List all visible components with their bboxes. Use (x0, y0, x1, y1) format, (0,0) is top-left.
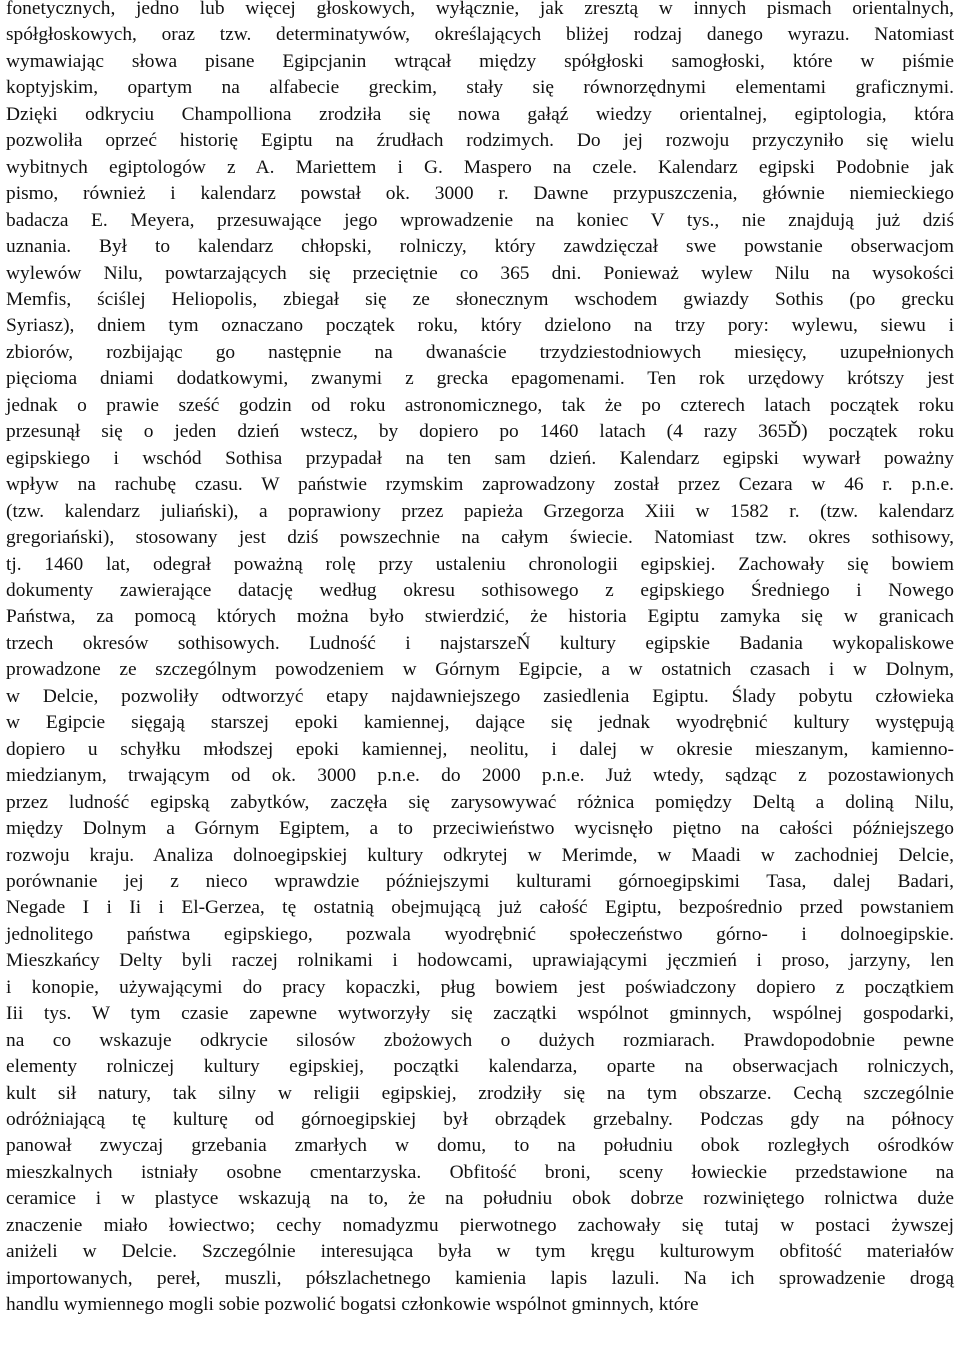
text-line: Państwa, za pomocą których można było stwierdzić, że historia Egiptu zamyka się w granicach (6, 606, 954, 628)
text-line: Iii tys. W tym czasie zapewne wytworzyły się zaczątki wspólnot gminnych, wspólnej gospodarki, (6, 1003, 954, 1025)
text-line: koptyjskim, opartym na alfabecie greckim, stały się równorzędnymi elementami graficznymi. (6, 77, 954, 99)
text-line: trzech okresów sothisowych. Ludność i najstarszeŃ kultury egipskie Badania wykopaliskowe (6, 632, 954, 654)
text-line: dokumenty zawierające datację według okresu sothisowego z egipskiego Średniego i Nowego (6, 579, 954, 601)
text-line: znaczenie miało łowiectwo; cechy nomadyzmu pierwotnego zachowały się tutaj w postaci żywszej (6, 1214, 954, 1236)
text-line: wybitnych egiptologów z A. Mariettem i G. Maspero na czele. Kalendarz egipski Podobnie jak (6, 156, 954, 178)
text-line: tj. 1460 lat, odegrał poważną rolę przy ustaleniu chronologii egipskiej. Zachowały się bowiem (6, 553, 954, 575)
text-line: kult sił natury, tak silny w religii egipskiej, zrodziły się na tym obszarze. Cechą szczególnie (6, 1082, 954, 1104)
text-line: i konopie, używającymi do pracy kopaczki, pług bowiem jest poświadczony dopiero z początkiem (6, 976, 954, 998)
text-line: odróżniającą tę kulturę od górnoegipskiej był obrządek grzebalny. Podczas gdy na północy (6, 1109, 954, 1131)
text-line: ceramice i w plastyce wskazują na to, że na południu obok dobrze rozwiniętego rolnictwa duże (6, 1188, 954, 1210)
text-line: przesunął się o jeden dzień wstecz, by dopiero po 1460 latach (4 razy 365Ď) początek roku (6, 421, 954, 443)
text-line: pięcioma dniami dodatkowymi, zwanymi z grecka epagomenami. Ten rok urzędowy krótszy jest (6, 368, 954, 390)
text-line: fonetycznych, jedno lub więcej głoskowych, wyłącznie, jak zresztą w innych pismach orientalnych, (6, 0, 954, 19)
text-line: Negade I i Ii i El-Gerzea, tę ostatnią obejmującą już całość Egiptu, bezpośrednio przed powstaniem (6, 897, 954, 919)
text-line: elementy rolniczej kultury egipskiej, początki kalendarza, oparte na obserwacjach rolniczych, (6, 1056, 954, 1078)
text-line: rozwoju kraju. Analiza dolnoegipskiej kultury odkrytej w Merimde, w Maadi w zachodniej Delcie, (6, 844, 954, 866)
text-line: przez ludność egipską zabytków, zaczęła się zarysowywać różnica pomiędzy Deltą a doliną Nilu, (6, 791, 954, 813)
text-line: zbiorów, rozbijając go następnie na dwanaście trzydziestodniowych miesięcy, uzupełnionych (6, 341, 954, 363)
text-line: mieszkalnych istniały osobne cmentarzyska. Obfitość broni, sceny łowieckie przedstawione na (6, 1161, 954, 1183)
text-line: jednak o prawie sześć godzin od roku astronomicznego, tak że po czterech latach początek roku (6, 394, 954, 416)
text-line: panował zwyczaj grzebania zmarłych w domu, to na południu obok rozległych ośrodków (6, 1135, 954, 1157)
text-line: wylewów Nilu, powtarzających się przeciętnie co 365 dni. Ponieważ wylew Nilu na wysokości (6, 262, 954, 284)
text-line: w Egipcie sięgają starszej epoki kamiennej, dające się jednak wyodrębnić kultury występują (6, 712, 954, 734)
text-line: jednolitego państwa egipskiego, pozwala wyodrębnić społeczeństwo górno- i dolnoegipskie. (6, 923, 954, 945)
text-line: uznania. Był to kalendarz chłopski, rolniczy, który zawdzięczał swe powstanie obserwacjom (6, 236, 954, 258)
text-line: Memfis, ściślej Heliopolis, zbiegał się ze słonecznym wschodem gwiazdy Sothis (po grecku (6, 288, 954, 310)
body-text (6, 0, 954, 1319)
text-line: pozwoliła oprzeć historię Egiptu na źrudłach rodzimych. Do jej rozwoju przyczyniło się wielu (6, 130, 954, 152)
text-line: Syriasz), dniem tym oznaczano początek roku, który dzielono na trzy pory: wylewu, siewu i (6, 315, 954, 337)
text-line: w Delcie, pozwoliły odtworzyć etapy najdawniejszego zasiedlenia Egiptu. Ślady pobytu człowieka (6, 685, 954, 707)
text-line: (tzw. kalendarz juliański), a poprawiony przez papieża Grzegorza Xiii w 1582 r. (tzw. kalendarz (6, 500, 954, 522)
text-line: Mieszkańcy Delty byli raczej rolnikami i hodowcami, uprawiającymi jęczmień i proso, jarzyny, len (6, 950, 954, 972)
text-line: importowanych, pereł, muszli, półszlachetnego kamienia lapis lazuli. Na ich sprowadzenie drogą (6, 1267, 954, 1289)
text-line: porównanie jej z nieco wprawdzie późniejszymi kulturami górnoegipskimi Tasa, dalej Badari, (6, 870, 954, 892)
text-line: badacza E. Meyera, przesuwające jego wprowadzenie na koniec V tys., nie znajdują już dziś (6, 209, 954, 231)
text-line: prowadzone ze szczególnym powodzeniem w Górnym Egipcie, a w ostatnich czasach i w Dolnym, (6, 659, 954, 681)
text-line: między Dolnym a Górnym Egiptem, a to przeciwieństwo wycisnęło piętno na całości późniejszego (6, 818, 954, 840)
text-line: spółgłoskowych, oraz tzw. determinatywów, określających bliżej rodzaj danego wyrazu. Natomiast (6, 24, 954, 46)
text-line: Dzięki odkryciu Champolliona zrodziła się nowa gałąź wiedzy orientalnej, egiptologia, która (6, 103, 954, 125)
text-line: aniżeli w Delcie. Szczególnie interesująca była w tym kręgu kulturowym obfitość materiałów (6, 1241, 954, 1263)
text-line: miedzianym, trwającym od ok. 3000 p.n.e. do 2000 p.n.e. Już wtedy, sądząc z pozostawionych (6, 765, 954, 787)
text-line: handlu wymiennego mogli sobie pozwolić bogatsi członkowie wspólnot gminnych, które (6, 1294, 699, 1316)
text-line: na co wskazuje odkrycie silosów zbożowych o dużych rozmiarach. Prawdopodobnie pewne (6, 1029, 954, 1051)
text-line: dopiero u schyłku młodszej epoki kamiennej, neolitu, i dalej w okresie mieszanym, kamienno- (6, 738, 954, 760)
text-line: wpływ na rachubę czasu. W państwie rzymskim zaprowadzony został przez Cezara w 46 r. p.n.e. (6, 474, 954, 496)
text-line: gregoriański), stosowany jest dziś powszechnie na całym świecie. Natomiast tzw. okres sothisowy, (6, 527, 954, 549)
text-line: wymawiając słowa pisane Egipcjanin wtrącał między spółgłoski samogłoski, które w piśmie (6, 50, 954, 72)
text-line: pismo, również i kalendarz powstał ok. 3000 r. Dawne przypuszczenia, głównie niemieckiego (6, 183, 954, 205)
text-line: egipskiego i wschód Sothisa przypadał na ten sam dzień. Kalendarz egipski wywarł poważny (6, 447, 954, 469)
